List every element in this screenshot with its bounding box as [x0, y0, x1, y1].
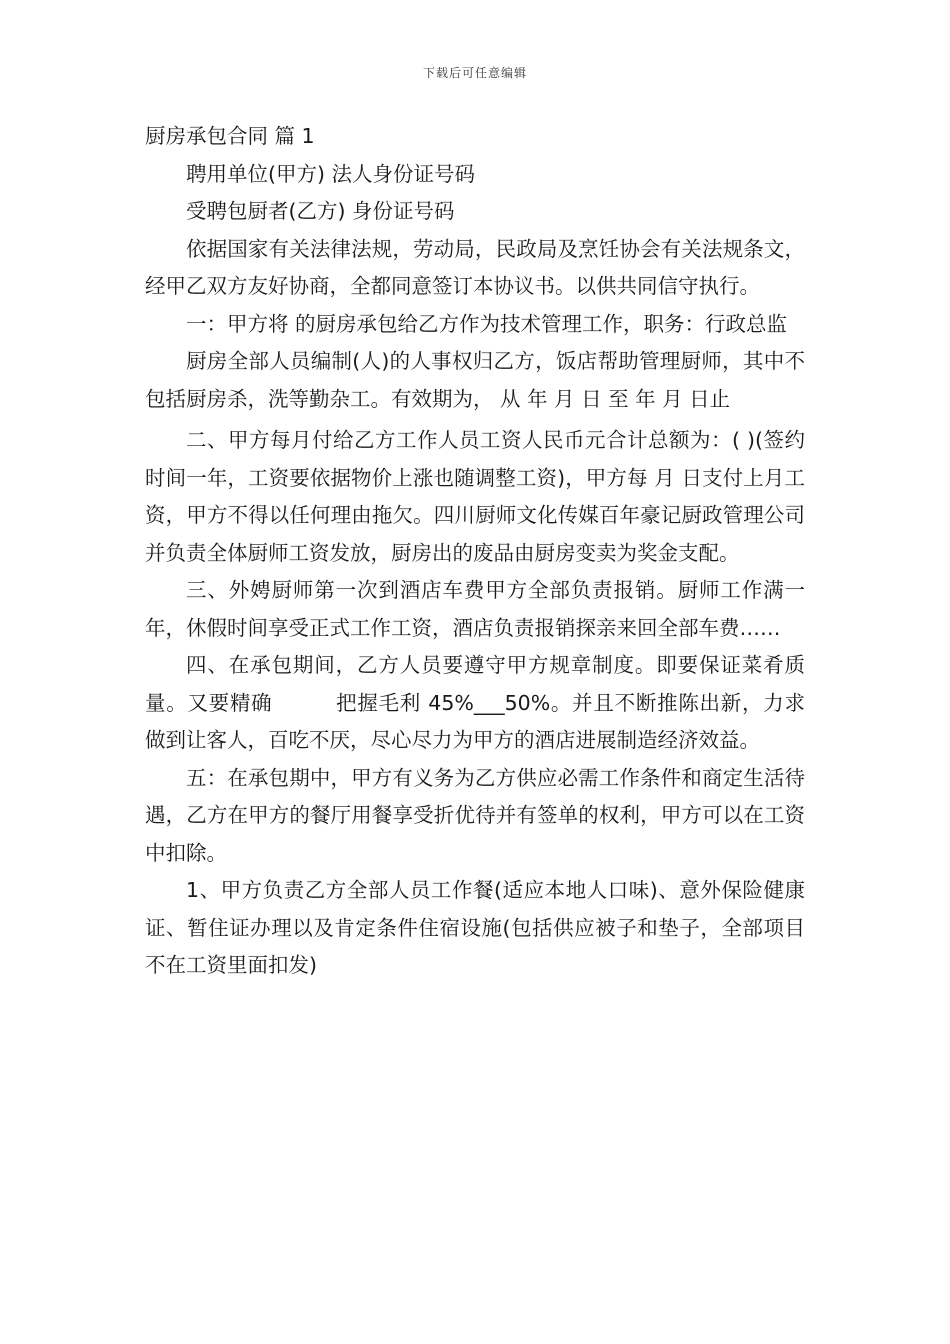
paragraph-clause-5-item-1: 1、甲方负责乙方全部人员工作餐(适应本地人口味)、意外保险健康证、暂住证办理以及肯定条件住宿设施(包括供应被子和垫子，全部项目不在工资里面扣发): [145, 878, 805, 977]
paragraph-staffing: 厨房全部人员编制(人)的人事权归乙方，饭店帮助管理厨师，其中不包括厨房杀，洗等勤杂工。有效期为， 从 年 月 日 至 年 月 日止: [145, 349, 805, 411]
paragraph-clause-2: 二、甲方每月付给乙方工作人员工资人民币元合计总额为：( )(签约时间一年，工资要依据物价上涨也随调整工资)，甲方每 月 日支付上月工资，甲方不得以任何理由拖欠。四川厨师文化传媒百年豪记厨政管理公司并负责全体厨师工资发放，厨房出的废品由厨房变卖为奖金支配。: [145, 428, 805, 565]
document-body: [145, 118, 805, 985]
paragraph-preamble: 依据国家有关法律法规，劳动局，民政局及烹饪协会有关法规条文，经甲乙双方友好协商，全都同意签订本协议书。以供共同信守执行。: [145, 236, 805, 298]
paragraph-clause-1: 一：甲方将 的厨房承包给乙方作为技术管理工作，职务：行政总监: [186, 311, 788, 336]
paragraph-employee: 受聘包厨者(乙方) 身份证号码: [186, 199, 455, 223]
paragraph-employer: 聘用单位(甲方) 法人身份证号码: [186, 161, 476, 186]
paragraph-clause-5: 五：在承包期中，甲方有义务为乙方供应必需工作条件和商定生活待遇，乙方在甲方的餐厅用餐享受折优待并有签单的权利，甲方可以在工资中扣除。: [145, 765, 805, 865]
paragraph-clause-3: 三、外娉厨师第一次到酒店车费甲方全部负责报销。厨师工作满一年，休假时间享受正式工作工资，酒店负责报销探亲来回全部车费……: [145, 578, 805, 640]
document-title: 厨房承包合同 篇 1: [145, 124, 315, 148]
paragraph-clause-4: 四、在承包期间，乙方人员要遵守甲方规章制度。即要保证菜肴质量。又要精确 把握毛利 45%___50%。并且不断推陈出新，力求做到让客人，百吃不厌，尽心尽力为甲方的酒店进展制造经济效益。: [145, 653, 805, 752]
page-header-note: 下载后可任意编辑: [422, 66, 527, 80]
